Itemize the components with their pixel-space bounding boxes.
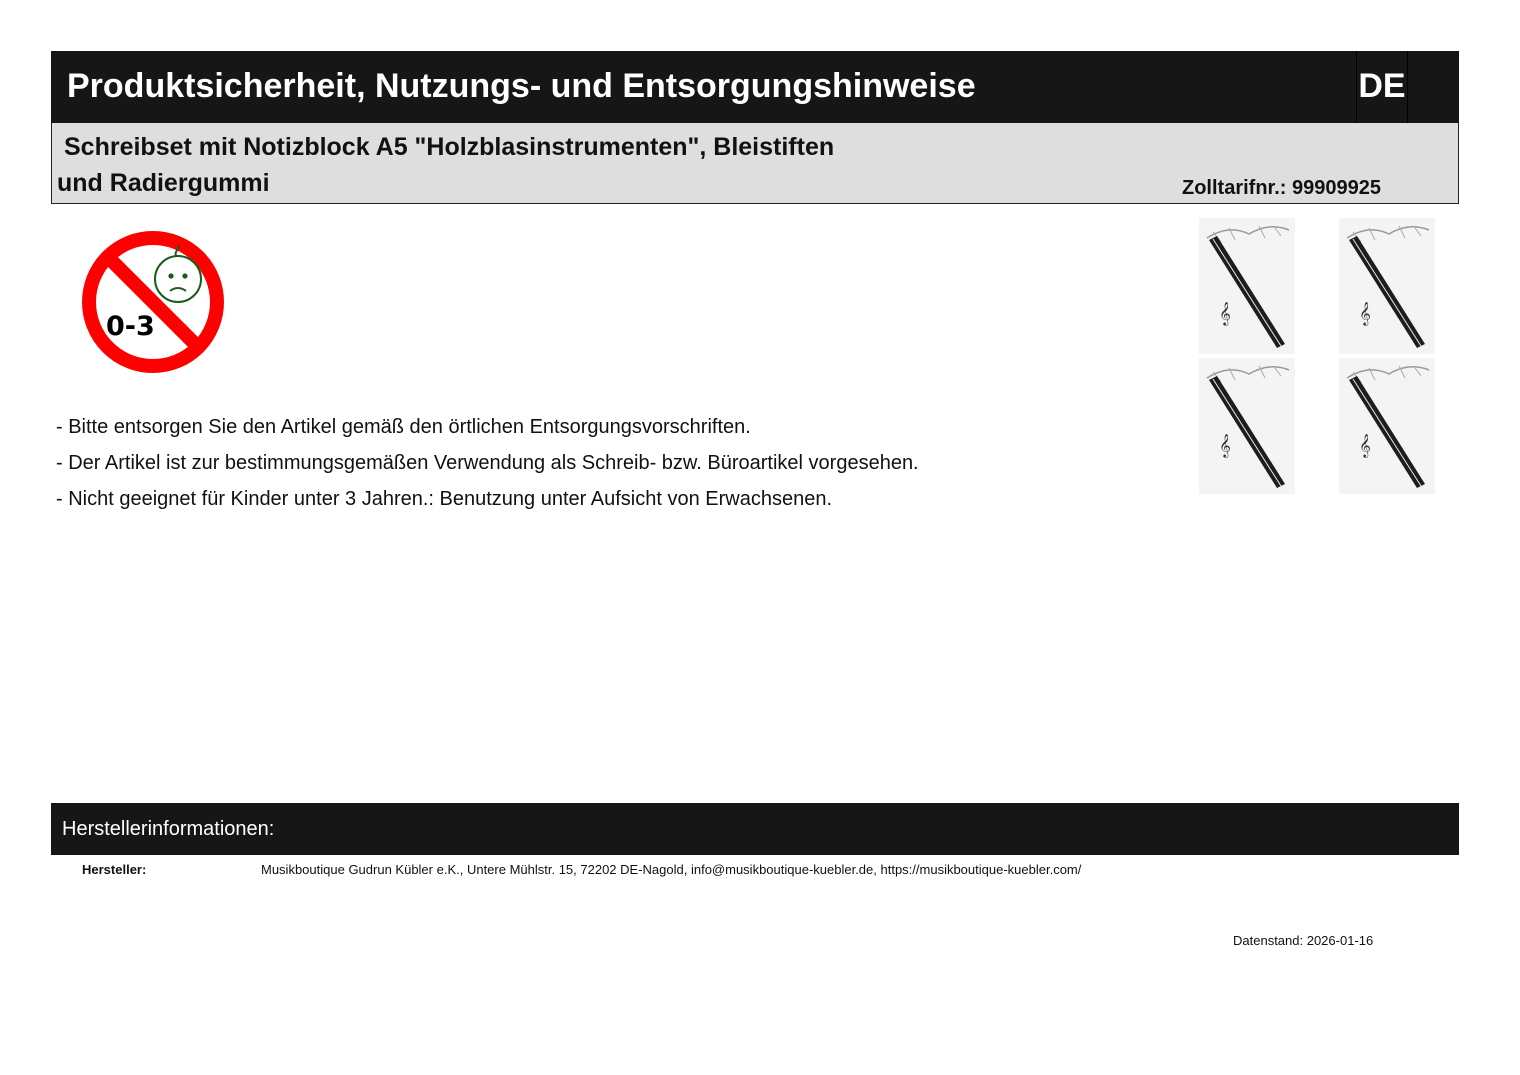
pencil-with-treble-clef-image — [1339, 358, 1435, 494]
note-intended-use: - Der Artikel ist zur bestimmungsgemäßen Verwendung als Schreib- bzw. Büroartikel vorgesehen. — [56, 452, 919, 474]
product-title-line-1: Schreibset mit Notizblock A5 "Holzblasinstrumenten", Bleistiften — [64, 133, 835, 161]
product-title-bar — [51, 123, 1459, 204]
header-bar — [51, 51, 1459, 123]
manufacturer-label: Hersteller: — [82, 862, 147, 877]
data-date: Datenstand: 2026-01-16 — [1233, 933, 1374, 948]
usage-notes — [56, 409, 1156, 517]
manufacturer-details: Musikboutique Gudrun Kübler e.K., Untere Mühlstr. 15, 72202 DE-Nagold, info@musikboutique-kuebler.de, https://musikboutique-kuebler.com/ — [261, 862, 1082, 877]
age-range-label: 0-3 — [106, 311, 155, 342]
note-age-restriction: - Nicht geeignet für Kinder unter 3 Jahren.: Benutzung unter Aufsicht von Erwachsenen. — [56, 488, 833, 510]
page-title: Produktsicherheit, Nutzungs- und Entsorgungshinweise — [67, 67, 976, 105]
product-title-line-2: und Radiergummi — [57, 169, 270, 197]
customs-tariff-number: Zolltarifnr.: 99909925 — [1182, 177, 1381, 199]
manufacturer-section-title: Herstellerinformationen: — [62, 818, 275, 840]
pencil-with-treble-clef-image — [1199, 358, 1295, 494]
note-disposal: - Bitte entsorgen Sie den Artikel gemäß den örtlichen Entsorgungsvorschriften. — [56, 416, 751, 438]
language-code: DE — [1356, 51, 1408, 123]
manufacturer-section-header — [51, 803, 1459, 855]
svg-text:𝄞: 𝄞 — [1219, 303, 1231, 325]
pencil-with-treble-clef-image — [1339, 218, 1435, 354]
product-title — [57, 129, 957, 201]
age-restriction-warning-icon — [80, 229, 226, 375]
svg-text:𝄞: 𝄞 — [1359, 435, 1371, 457]
svg-text:𝄞: 𝄞 — [1359, 303, 1371, 325]
pencil-with-treble-clef-image — [1199, 218, 1295, 354]
product-image-gallery — [1199, 218, 1439, 496]
svg-text:𝄞: 𝄞 — [1219, 435, 1231, 457]
